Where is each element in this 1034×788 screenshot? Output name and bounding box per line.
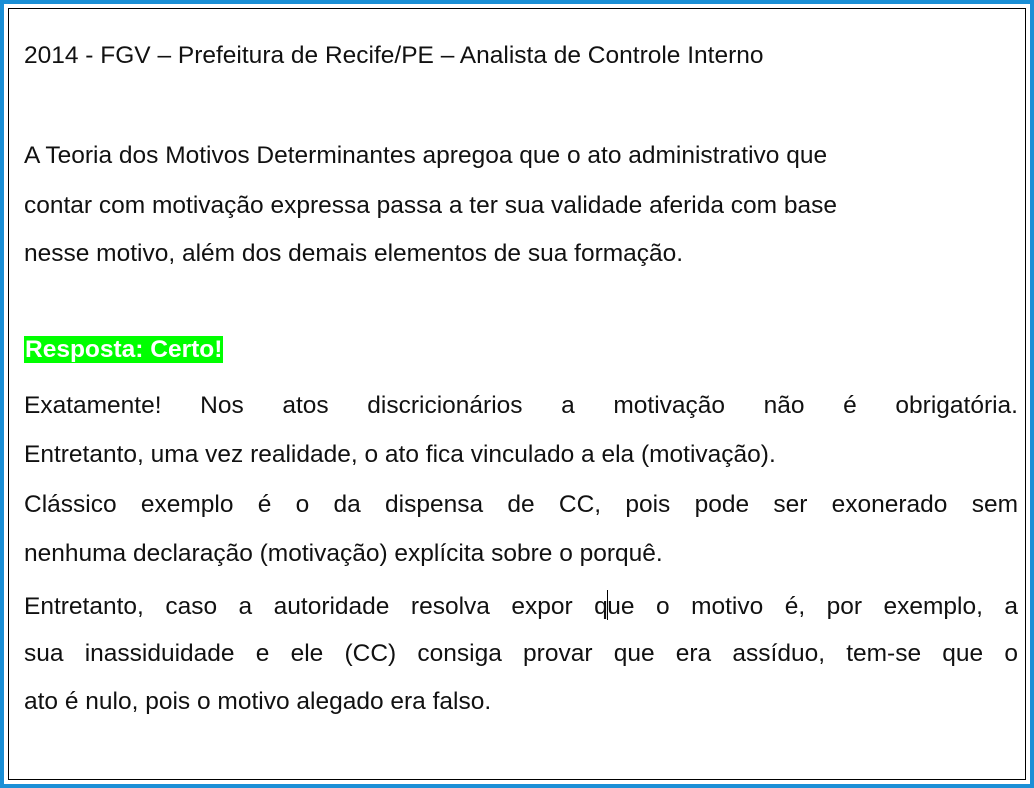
explanation-p3-line-2: sua inassiduidade e ele (CC) consiga provar que era assíduo, tem-se que o — [24, 640, 1018, 667]
question-line-3: nesse motivo, além dos demais elementos de sua formação. — [24, 240, 684, 267]
explanation-p2-line-2: nenhuma declaração (motivação) explícita sobre o porquê. — [24, 540, 663, 567]
question-header: 2014 - FGV – Prefeitura de Recife/PE – Analista de Controle Interno — [24, 42, 764, 69]
explanation-p1-line-2: Entretanto, uma vez realidade, o ato fica vinculado a ela (motivação). — [24, 441, 776, 468]
explanation-p3-line-3: ato é nulo, pois o motivo alegado era falso. — [24, 688, 492, 715]
explanation-p2-line-1: Clássico exemplo é o da dispensa de CC, pois pode ser exonerado sem — [24, 491, 1018, 518]
answer-label: Resposta: Certo! — [25, 336, 223, 363]
explanation-p1-line-1: Exatamente! Nos atos discricionários a motivação não é obrigatória. — [24, 392, 1018, 419]
answer-label-line — [24, 336, 223, 364]
explanation-p3-line-1 — [24, 590, 1018, 621]
question-line-2: contar com motivação expressa passa a ter sua validade aferida com base — [24, 192, 838, 219]
p3-line-1-text-after-cursor: ue o motivo é, por exemplo, a — [607, 593, 1018, 620]
p3-line-1-text-before-cursor: Entretanto, caso a autoridade resolva expor q — [24, 593, 608, 620]
question-line-1: A Teoria dos Motivos Determinantes apregoa que o ato administrativo que — [24, 142, 828, 169]
